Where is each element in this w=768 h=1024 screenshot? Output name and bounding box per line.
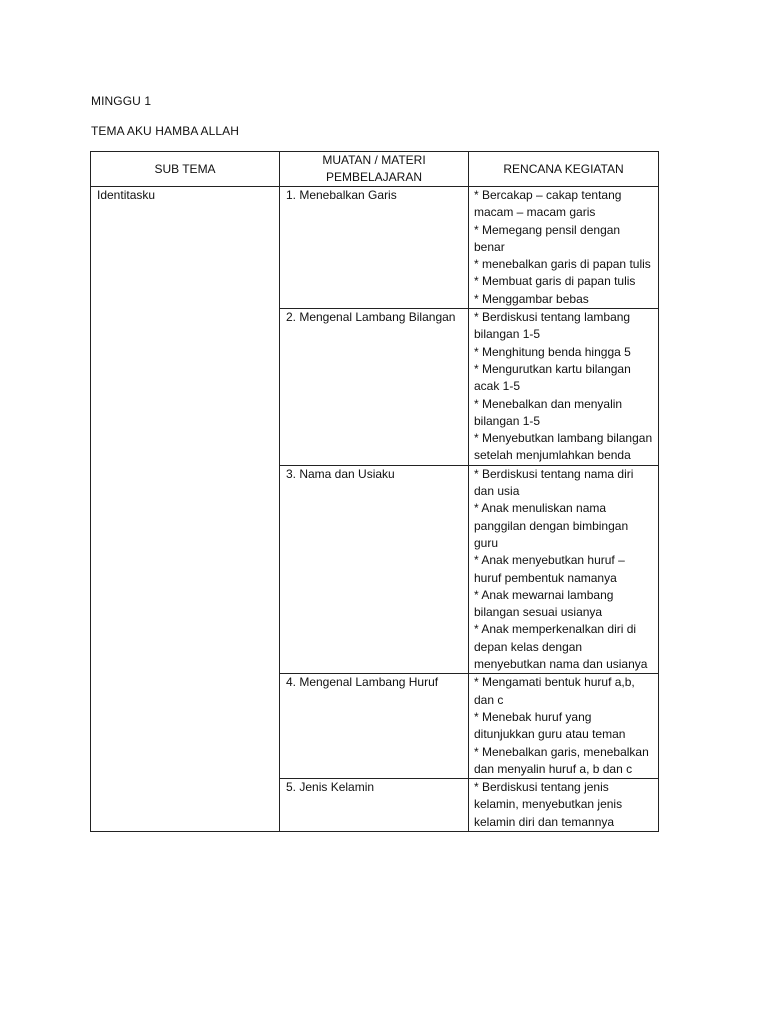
activity-item: * Menyebutkan lambang bilangan setelah menjumlahkan benda <box>474 431 653 463</box>
activity-item: * Menebalkan dan menyalin bilangan 1-5 <box>474 396 623 428</box>
activity-item: * Menebak huruf yang ditunjukkan guru atau teman <box>474 709 626 742</box>
activity-item: * Memegang pensil dengan benar <box>474 222 621 254</box>
material-cell: 3. Nama dan Usiaku <box>280 465 469 674</box>
activities-cell <box>469 465 659 674</box>
sub-theme-cell: Identitasku <box>91 187 280 832</box>
activity-item: * Mengurutkan kartu bilangan acak 1-5 <box>474 361 631 394</box>
table-row <box>91 187 659 309</box>
activity-item: * Berdiskusi tentang nama diri dan usia <box>474 466 634 499</box>
activity-item: * Bercakap – cakap tentang macam – macam garis <box>474 188 622 220</box>
activity-item: * Anak menyebutkan huruf – huruf pembentuk namanya <box>474 553 625 585</box>
activities-cell <box>469 674 659 779</box>
header-activities: RENCANA KEGIATAN <box>469 152 659 187</box>
activity-item: * Membuat garis di papan tulis <box>474 274 636 289</box>
header-content: MUATAN / MATERI PEMBELAJARAN <box>280 152 469 187</box>
activity-item: * Anak memperkenalkan diri di depan kelas dengan menyebutkan nama dan usianya <box>474 622 648 672</box>
activity-item: * menebalkan garis di papan tulis <box>474 257 651 272</box>
material-cell: 4. Mengenal Lambang Huruf <box>280 674 469 779</box>
activity-item: * Anak menuliskan nama panggilan dengan bimbingan guru <box>474 501 629 550</box>
activity-item: * Menebalkan garis, menebalkan dan menyalin huruf a, b dan c <box>474 744 649 776</box>
table-header-row <box>91 152 659 187</box>
activity-item: * Berdiskusi tentang lambang bilangan 1-5 <box>474 310 631 342</box>
material-cell: 5. Jenis Kelamin <box>280 779 469 832</box>
activities-cell <box>469 779 659 832</box>
activities-cell <box>469 309 659 466</box>
material-cell: 1. Menebalkan Garis <box>280 187 469 309</box>
theme-heading: TEMA AKU HAMBA ALLAH <box>91 124 240 138</box>
lesson-plan-table <box>90 151 659 832</box>
activity-item: * Menggambar bebas <box>474 291 589 306</box>
activity-item: * Mengamati bentuk huruf a,b, dan c <box>474 675 635 707</box>
week-heading: MINGGU 1 <box>91 94 152 108</box>
header-sub-theme: SUB TEMA <box>91 152 280 187</box>
activities-cell <box>469 187 659 309</box>
activity-item: * Berdiskusi tentang jenis kelamin, menyebutkan jenis kelamin diri dan temannya <box>474 780 623 829</box>
activity-item: * Menghitung benda hingga 5 <box>474 344 631 359</box>
activity-item: * Anak mewarnai lambang bilangan sesuai usianya <box>474 587 614 620</box>
material-cell: 2. Mengenal Lambang Bilangan <box>280 309 469 466</box>
